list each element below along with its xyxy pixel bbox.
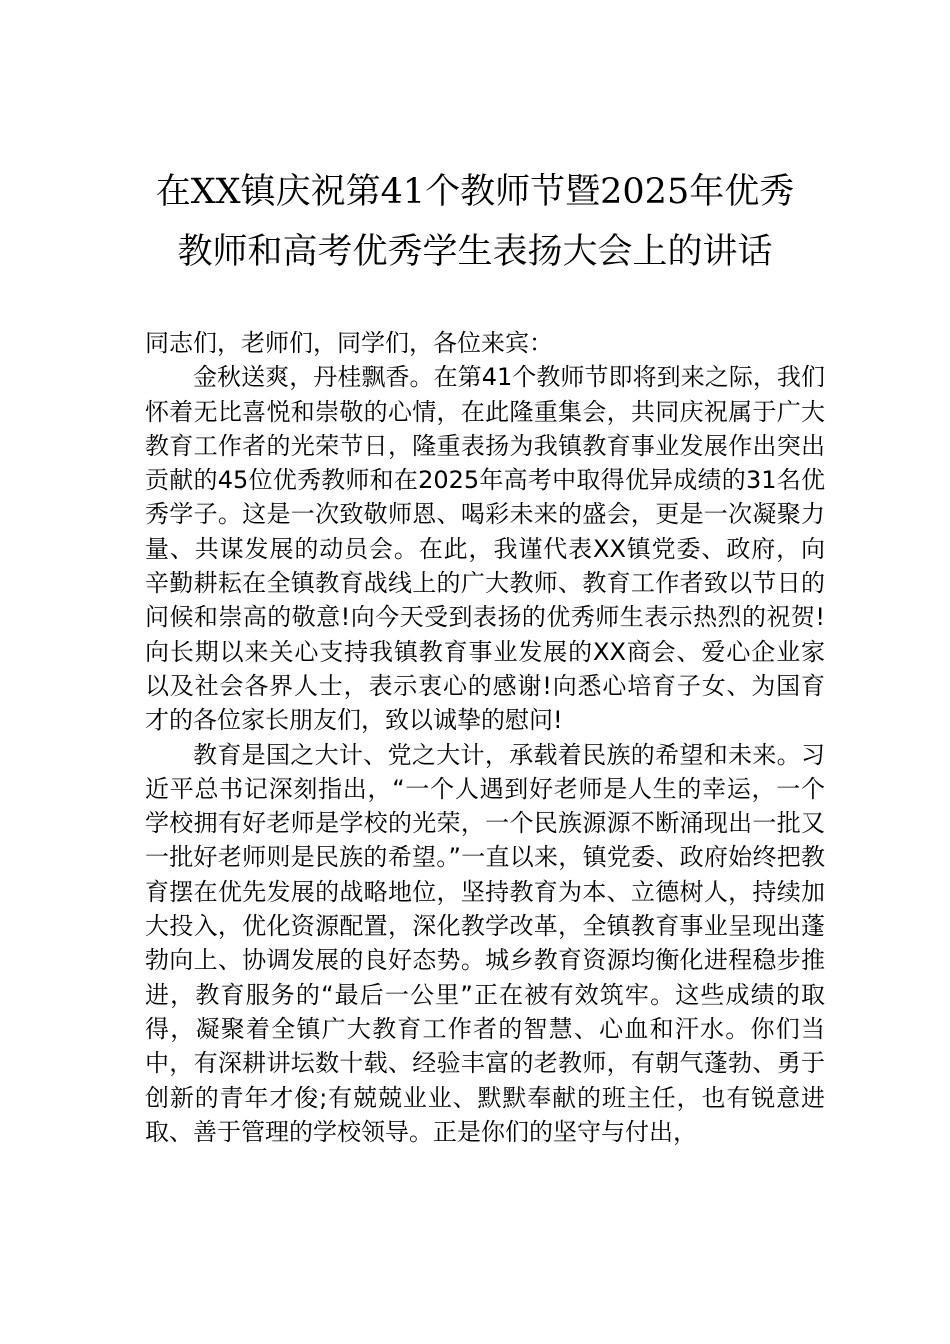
title-line-2: 教师和高考优秀学生表扬大会上的讲话 [177, 232, 773, 272]
paragraph-1: 金秋送爽，丹桂飘香。在第41个教师节即将到来之际，我们怀着无比喜悦和崇敬的心情，在此隆重集会，共同庆祝属于广大教育工作者的光荣节日，隆重表扬为我镇教育事业发展作出突出贡献的45位优秀教师和在2025年高考中取得优异成绩的31名优秀学子。这是一次致敬师恩、喝彩未来的盛会，更是一次凝聚力量、共谋发展的动员会。在此，我谨代表XX镇党委、政府，向辛勤耕耘在全镇教育战线上的广大教师、教育工作者致以节日的问候和崇高的敬意!向今天受到表扬的优秀师生表示热烈的祝贺!向长期以来关心支持我镇教育事业发展的XX商会、爱心企业家以及社会各界人士，表示衷心的感谢!向悉心培育子女、为国育才的各位家长朋友们，致以诚挚的慰问! [145, 363, 825, 735]
title-line-1: 在XX镇庆祝第41个教师节暨2025年优秀 [155, 172, 795, 212]
document-body [145, 326, 825, 1149]
salutation: 同志们，老师们，同学们，各位来宾： [145, 329, 553, 357]
paragraph-2: 教育是国之大计、党之大计，承载着民族的希望和未来。习近平总书记深刻指出，“一个人遇到好老师是人生的幸运，一个学校拥有好老师是学校的光荣，一个民族源源不断涌现出一批又一批好老师则是民族的希望。”一直以来，镇党委、政府始终把教育摆在优先发展的战略地位，坚持教育为本、立德树人，持续加大投入，优化资源配置，深化教学改革，全镇教育事业呈现出蓬勃向上、协调发展的良好态势。城乡教育资源均衡化进程稳步推进，教育服务的“最后一公里”正在被有效筑牢。这些成绩的取得，凝聚着全镇广大教育工作者的智慧、心血和汗水。你们当中，有深耕讲坛数十载、经验丰富的老教师，有朝气蓬勃、勇于创新的青年才俊;有兢兢业业、默默奉献的班主任，也有锐意进取、善于管理的学校领导。正是你们的坚守与付出， [145, 740, 825, 1146]
document-title [130, 162, 820, 282]
